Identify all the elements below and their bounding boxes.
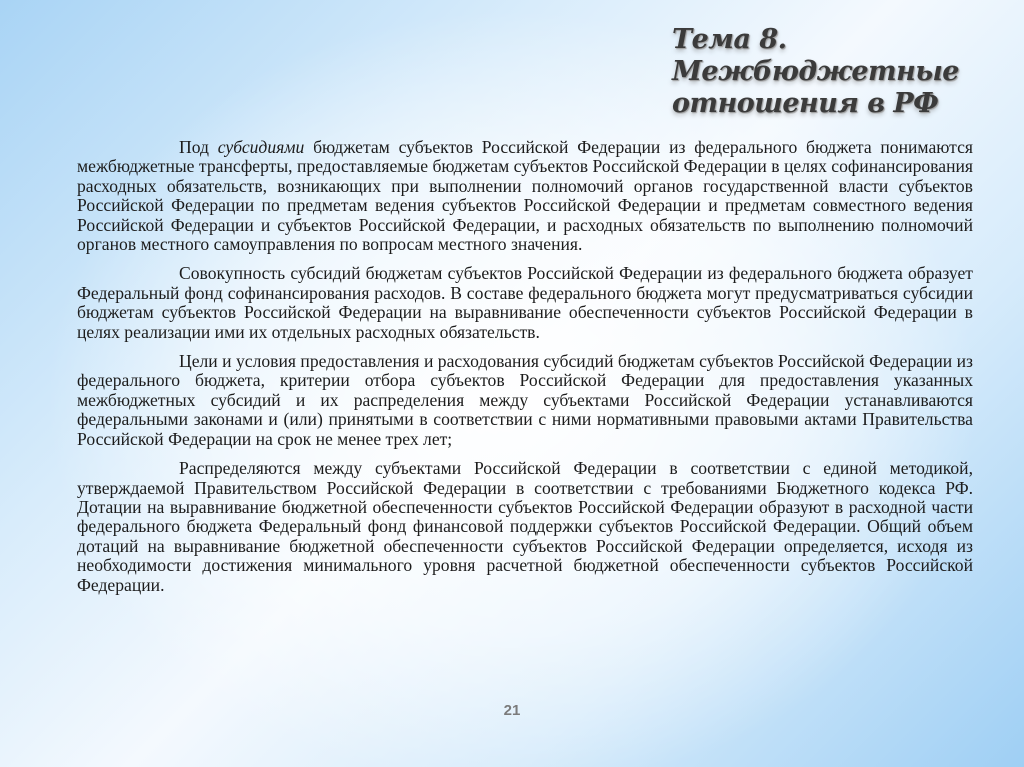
paragraph-subsidies-definition [77, 138, 973, 254]
page-number: 21 [503, 702, 521, 719]
paragraph-cofinancing-fund: Совокупность субсидий бюджетам субъектов Российской Федерации из федерального бюджета образует Федеральный фонд софинансирования расходов. В составе федерального бюджета могут предусматриваться субсидии бюджетам субъектов Российской Федерации на выравнивание обеспеченности субъектов Российской Федерации в целях реализации ими их отдельных расходных обязательств. [77, 263, 973, 342]
paragraph-text: бюджетам субъектов Российской Федерации из федерального бюджета понимаются межбюджетные трансферты, предоставляемые бюджетам субъектов Российской Федерации в целях софинансирования расходных обязательств, возникающих при выполнении полномочий органов государственной власти субъектов Российской Федерации по предметам ведения субъектов Российской Федерации и предметам совместного ведения Российской Федерации и субъектов Российской Федерации, и расходных обязательств по выполнению полномочий органов местного самоуправления по вопросам местного значения. [77, 137, 973, 255]
paragraph-distribution: Распределяются между субъектами Российской Федерации в соответствии с единой методикой, утверждаемой Правительством Российской Федерации в соответствии с требованиями Бюджетного кодекса РФ. Дотации на выравнивание бюджетной обеспеченности субъектов Российской Федерации образуют в расходной части федерального бюджета Федеральный фонд финансовой поддержки субъектов Российской Федерации. Общий объем дотаций на выравнивание бюджетной обеспеченности субъектов Российской Федерации определяется, исходя из необходимости достижения минимального уровня расчетной бюджетной обеспеченности субъектов Российской Федерации. [77, 458, 973, 595]
slide-title [672, 24, 1002, 120]
title-line-1: Тема 8. Межбюджетные [672, 24, 959, 87]
emphasized-term: субсидиями [217, 137, 305, 157]
title-line-2: отношения в РФ [672, 88, 939, 119]
paragraph-text: Под [179, 137, 218, 157]
paragraph-goals-conditions: Цели и условия предоставления и расходования субсидий бюджетам субъектов Российской Федерации из федерального бюджета, критерии отбора субъектов Российской Федерации для предоставления указанных межбюджетных субсидий и их распределения между субъектами Российской Федерации устанавливаются федеральными законами и (или) принятыми в соответствии с ними нормативными правовыми актами Правительства Российской Федерации на срок не менее трех лет; [77, 351, 973, 449]
slide-body [77, 138, 973, 605]
